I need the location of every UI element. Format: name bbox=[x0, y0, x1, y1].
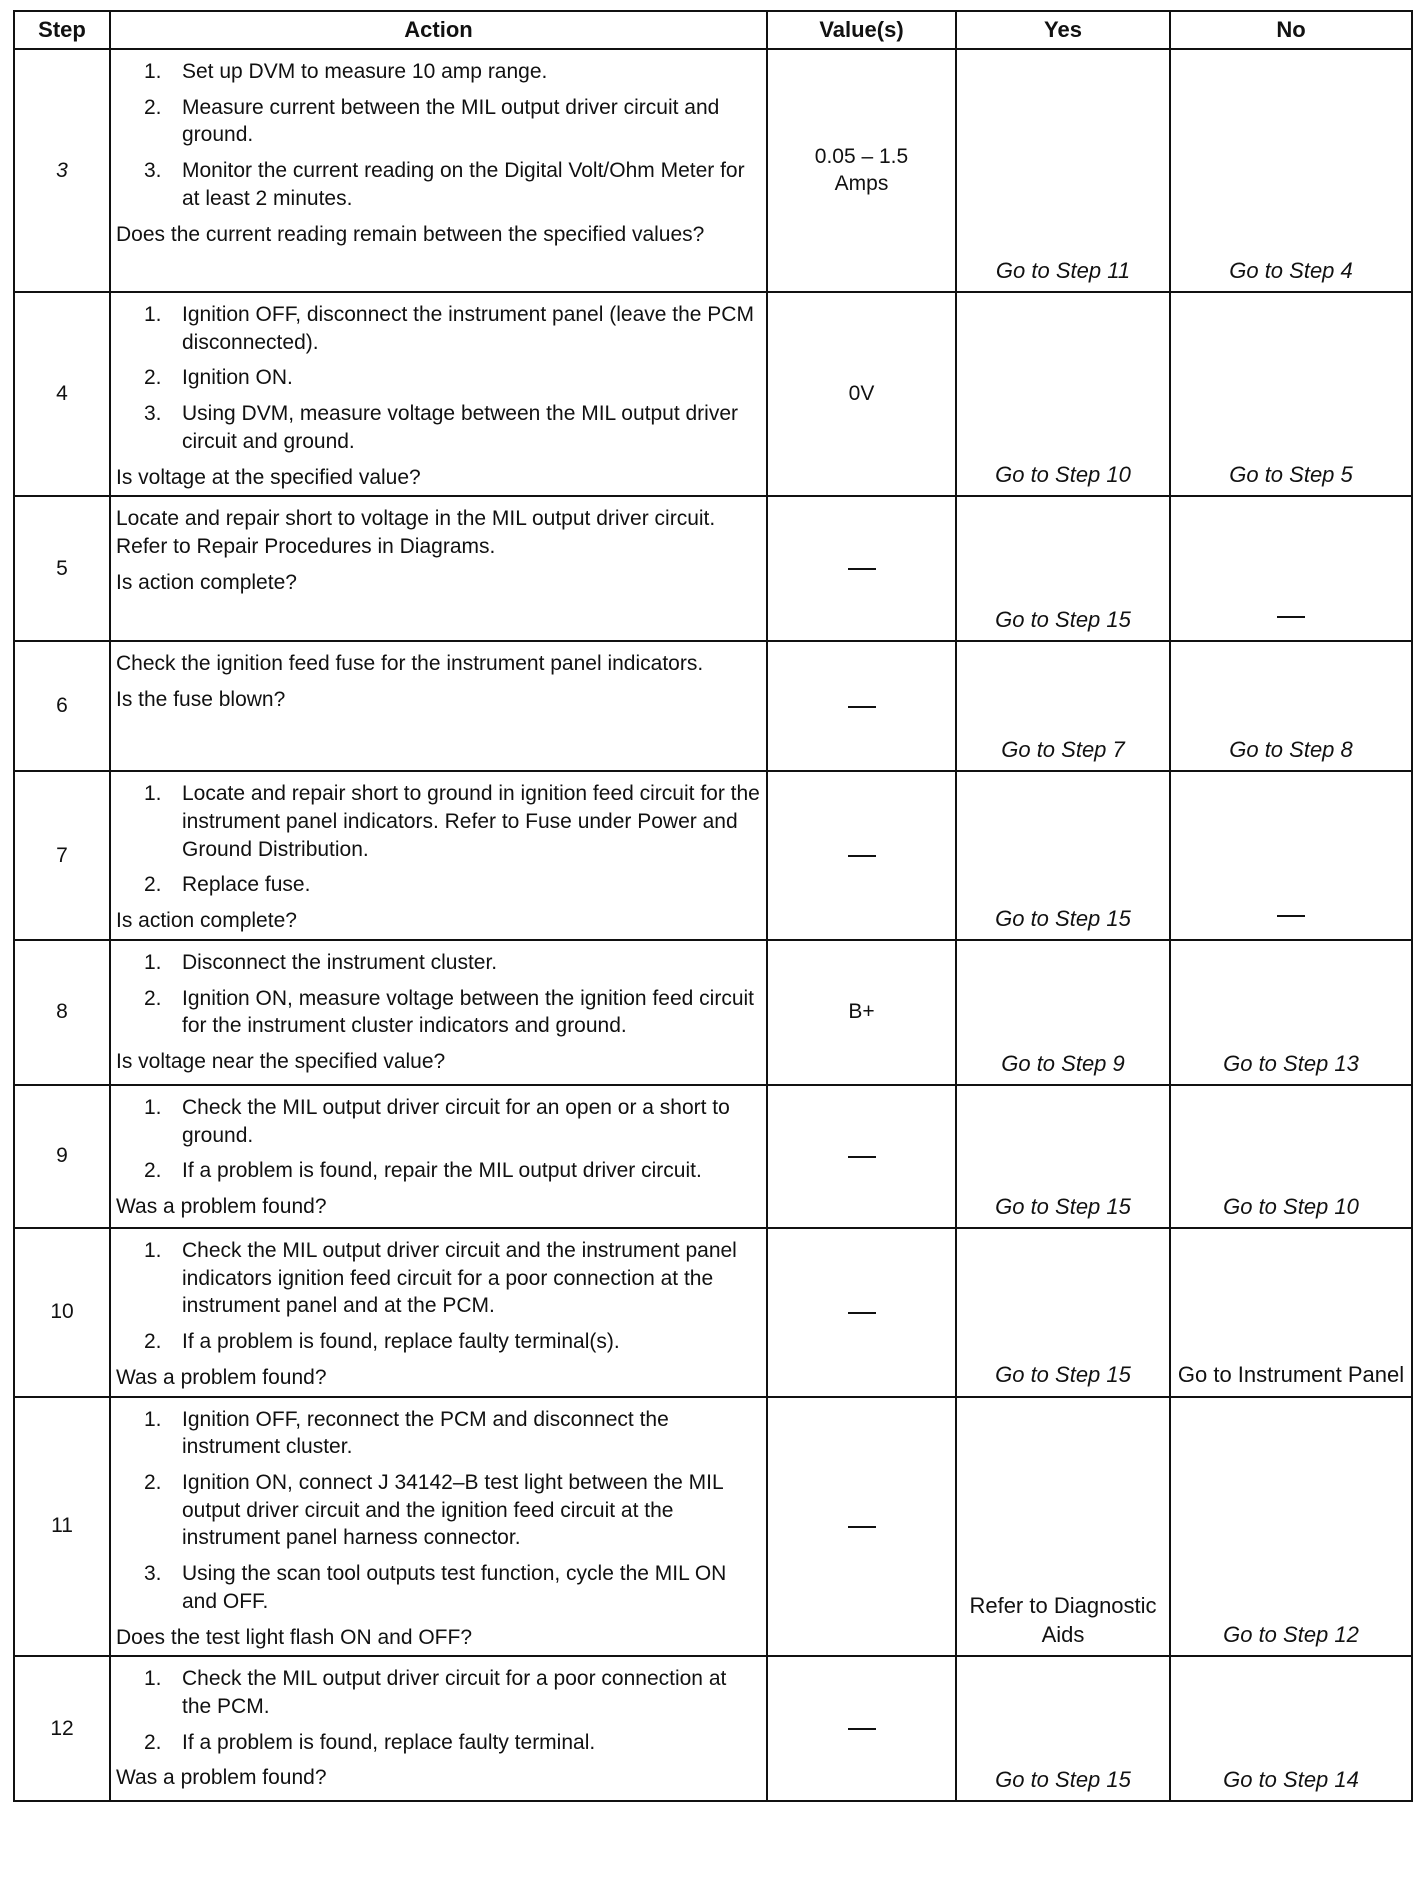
step-index: 1. bbox=[144, 60, 162, 83]
table-row bbox=[14, 1397, 1412, 1657]
action-cell bbox=[110, 940, 767, 1085]
step-text: Check the MIL output driver circuit for a poor connection at the PCM. bbox=[182, 1667, 727, 1718]
yes-cell-text: Go to Step 15 bbox=[995, 1362, 1131, 1388]
action-cell bbox=[110, 1397, 767, 1657]
action-step bbox=[116, 301, 760, 356]
action-question: Does the current reading remain between the specified values? bbox=[116, 222, 705, 246]
yes-cell bbox=[956, 1085, 1170, 1228]
action-step bbox=[116, 157, 760, 212]
step-index: 2. bbox=[144, 1330, 162, 1354]
table-row bbox=[14, 49, 1412, 292]
step-number: 11 bbox=[14, 1397, 110, 1657]
no-cell bbox=[1170, 1085, 1412, 1228]
step-index: 1. bbox=[144, 1407, 162, 1431]
yes-cell-text: Go to Step 7 bbox=[1001, 737, 1125, 763]
no-cell-text: Go to Step 12 bbox=[1223, 1622, 1359, 1648]
action-cell bbox=[110, 1656, 767, 1801]
no-cell bbox=[1170, 1397, 1412, 1657]
action-content bbox=[111, 1086, 766, 1225]
header-row bbox=[14, 11, 1412, 49]
step-index: 2. bbox=[144, 95, 162, 119]
step-index: 2. bbox=[144, 1470, 162, 1494]
value-text: B+ bbox=[848, 1000, 875, 1024]
action-text: Check the ignition feed fuse for the instrument panel indicators. bbox=[116, 652, 704, 676]
table-row bbox=[14, 641, 1412, 771]
action-step bbox=[116, 1094, 760, 1149]
action-question: Is voltage near the specified value? bbox=[116, 1050, 446, 1074]
action-step bbox=[116, 1729, 760, 1757]
step-text: Check the MIL output driver circuit and the instrument panel indicators ignition feed circuit for a poor connection at the instrument panel and at the PCM. bbox=[182, 1238, 737, 1318]
step-text: Measure current between the MIL output driver circuit and ground. bbox=[182, 95, 720, 147]
value-cell bbox=[767, 1656, 956, 1801]
no-cell bbox=[1170, 1228, 1412, 1397]
step-index: 3. bbox=[144, 1562, 162, 1586]
step-number: 8 bbox=[14, 940, 110, 1085]
table-row bbox=[14, 1656, 1412, 1801]
action-step bbox=[116, 364, 760, 392]
no-cell bbox=[1170, 496, 1412, 641]
step-number: 7 bbox=[14, 771, 110, 940]
no-cell bbox=[1170, 940, 1412, 1085]
action-content bbox=[111, 772, 766, 939]
step-text: Replace fuse. bbox=[182, 873, 311, 897]
action-step bbox=[116, 949, 760, 977]
step-text: Ignition OFF, disconnect the instrument panel (leave the PCM disconnected). bbox=[182, 303, 754, 354]
action-cell bbox=[110, 292, 767, 496]
action-content bbox=[111, 50, 766, 252]
action-cell bbox=[110, 496, 767, 641]
action-text: Locate and repair short to voltage in the MIL output driver circuit. Refer to Repair Procedures in Diagrams. bbox=[116, 507, 716, 559]
table-row bbox=[14, 771, 1412, 940]
step-index: 2. bbox=[144, 873, 162, 897]
dash-mark bbox=[1277, 915, 1305, 917]
table-row bbox=[14, 940, 1412, 1085]
dash-mark bbox=[848, 855, 876, 857]
no-cell-text: Go to Instrument Panel bbox=[1177, 1362, 1405, 1388]
action-cell bbox=[110, 771, 767, 940]
yes-cell bbox=[956, 1656, 1170, 1801]
step-text: If a problem is found, repair the MIL output driver circuit. bbox=[182, 1159, 702, 1183]
value-cell bbox=[767, 641, 956, 771]
step-number: 6 bbox=[14, 641, 110, 771]
no-cell bbox=[1170, 292, 1412, 496]
action-step bbox=[116, 1157, 760, 1185]
step-index: 2. bbox=[144, 366, 162, 390]
header-yes: Yes bbox=[956, 11, 1170, 49]
action-step bbox=[116, 1560, 760, 1615]
action-question: Was a problem found? bbox=[116, 1766, 327, 1790]
dash-mark bbox=[848, 1526, 876, 1528]
no-cell bbox=[1170, 641, 1412, 771]
step-number: 9 bbox=[14, 1085, 110, 1228]
dash-mark bbox=[848, 1728, 876, 1730]
step-text: Disconnect the instrument cluster. bbox=[182, 950, 498, 974]
step-index: 1. bbox=[144, 303, 162, 326]
no-cell-text: Go to Step 5 bbox=[1229, 462, 1353, 488]
value-cell bbox=[767, 496, 956, 641]
action-question: Is action complete? bbox=[116, 570, 297, 594]
action-question: Is the fuse blown? bbox=[116, 688, 286, 712]
step-number: 3 bbox=[14, 49, 110, 292]
action-question: Is action complete? bbox=[116, 909, 297, 933]
no-cell-text: Go to Step 10 bbox=[1223, 1193, 1359, 1219]
action-step bbox=[116, 1469, 760, 1552]
step-text: If a problem is found, replace faulty terminal(s). bbox=[182, 1330, 620, 1354]
dash-mark bbox=[848, 706, 876, 708]
step-text: Using DVM, measure voltage between the MIL output driver circuit and ground. bbox=[182, 402, 738, 453]
step-text: Ignition OFF, reconnect the PCM and disconnect the instrument cluster. bbox=[182, 1407, 669, 1459]
no-cell bbox=[1170, 1656, 1412, 1801]
yes-cell bbox=[956, 940, 1170, 1085]
action-content bbox=[111, 642, 766, 717]
yes-cell-text: Go to Step 15 bbox=[995, 1767, 1131, 1793]
yes-cell bbox=[956, 292, 1170, 496]
action-step bbox=[116, 1328, 760, 1356]
table-body bbox=[14, 49, 1412, 1801]
action-question: Is voltage at the specified value? bbox=[116, 465, 421, 489]
step-index: 1. bbox=[144, 1667, 162, 1691]
value-cell bbox=[767, 771, 956, 940]
action-content bbox=[111, 1398, 766, 1656]
value-cell bbox=[767, 1085, 956, 1228]
value-cell bbox=[767, 292, 956, 496]
dash-mark bbox=[848, 1156, 876, 1158]
no-cell-dash bbox=[1171, 900, 1411, 939]
yes-cell-text: Go to Step 9 bbox=[1001, 1050, 1125, 1076]
action-step bbox=[116, 58, 760, 86]
diagnostic-table bbox=[13, 10, 1413, 1802]
header-action: Action bbox=[110, 11, 767, 49]
step-index: 3. bbox=[144, 402, 162, 426]
action-question: Was a problem found? bbox=[116, 1195, 327, 1219]
action-cell bbox=[110, 641, 767, 771]
no-cell-dash bbox=[1171, 601, 1411, 640]
action-step bbox=[116, 1665, 760, 1720]
table-row bbox=[14, 292, 1412, 496]
action-cell bbox=[110, 49, 767, 292]
step-text: Set up DVM to measure 10 amp range. bbox=[182, 60, 548, 83]
no-cell-text: Go to Step 14 bbox=[1223, 1767, 1359, 1793]
action-content bbox=[111, 497, 766, 600]
step-index: 3. bbox=[144, 159, 162, 183]
yes-cell bbox=[956, 496, 1170, 641]
step-index: 2. bbox=[144, 1730, 162, 1754]
action-content bbox=[111, 1657, 766, 1796]
value-cell bbox=[767, 940, 956, 1085]
action-content bbox=[111, 1229, 766, 1396]
table-row bbox=[14, 496, 1412, 641]
action-cell bbox=[110, 1085, 767, 1228]
no-cell-text: Go to Step 4 bbox=[1229, 257, 1353, 283]
yes-cell-text: Go to Step 15 bbox=[995, 905, 1131, 931]
no-cell bbox=[1170, 771, 1412, 940]
header-step: Step bbox=[14, 11, 110, 49]
action-step bbox=[116, 871, 760, 899]
dash-mark bbox=[848, 1312, 876, 1314]
yes-cell-text: Refer to Diagnostic Aids bbox=[969, 1593, 1157, 1648]
header-values: Value(s) bbox=[767, 11, 956, 49]
value-cell bbox=[767, 49, 956, 292]
action-step bbox=[116, 985, 760, 1040]
step-index: 1. bbox=[144, 1095, 162, 1119]
step-index: 1. bbox=[144, 950, 162, 974]
step-number: 4 bbox=[14, 292, 110, 496]
header-no: No bbox=[1170, 11, 1412, 49]
step-index: 2. bbox=[144, 986, 162, 1010]
yes-cell bbox=[956, 1397, 1170, 1657]
action-content bbox=[111, 293, 766, 495]
dash-mark bbox=[1277, 616, 1305, 618]
action-step bbox=[116, 780, 760, 863]
step-text: Locate and repair short to ground in ignition feed circuit for the instrument panel indicators. Refer to Fuse under Power and Ground Distribution. bbox=[182, 782, 760, 861]
action-content bbox=[111, 941, 766, 1080]
step-index: 1. bbox=[144, 1238, 162, 1262]
step-number: 5 bbox=[14, 496, 110, 641]
step-text: Ignition ON, connect J 34142–B test light between the MIL output driver circuit and the ignition feed circuit at the instrument panel harness connector. bbox=[182, 1470, 723, 1550]
no-cell-text: Go to Step 8 bbox=[1229, 737, 1353, 763]
yes-cell bbox=[956, 49, 1170, 292]
table-row bbox=[14, 1228, 1412, 1397]
yes-cell-text: Go to Step 15 bbox=[995, 607, 1131, 633]
yes-cell-text: Go to Step 10 bbox=[995, 462, 1131, 488]
value-cell bbox=[767, 1228, 956, 1397]
step-text: Monitor the current reading on the Digital Volt/Ohm Meter for at least 2 minutes. bbox=[182, 159, 745, 210]
yes-cell bbox=[956, 771, 1170, 940]
action-step bbox=[116, 94, 760, 149]
step-text: Ignition ON, measure voltage between the ignition feed circuit for the instrument cluster indicators and ground. bbox=[182, 986, 754, 1038]
dash-mark bbox=[848, 568, 876, 570]
yes-cell bbox=[956, 1228, 1170, 1397]
value-cell bbox=[767, 1397, 956, 1657]
yes-cell bbox=[956, 641, 1170, 771]
no-cell-text: Go to Step 13 bbox=[1223, 1050, 1359, 1076]
value-text: 0V bbox=[848, 382, 875, 406]
action-question: Does the test light flash ON and OFF? bbox=[116, 1625, 472, 1649]
step-number: 12 bbox=[14, 1656, 110, 1801]
action-step bbox=[116, 1406, 760, 1461]
action-question: Was a problem found? bbox=[116, 1365, 327, 1389]
action-step bbox=[116, 1237, 760, 1320]
step-number: 10 bbox=[14, 1228, 110, 1397]
step-text: If a problem is found, replace faulty terminal. bbox=[182, 1730, 596, 1754]
step-index: 1. bbox=[144, 782, 162, 806]
no-cell bbox=[1170, 49, 1412, 292]
yes-cell-text: Go to Step 11 bbox=[995, 257, 1131, 283]
yes-cell-text: Go to Step 15 bbox=[995, 1193, 1131, 1219]
action-cell bbox=[110, 1228, 767, 1397]
step-text: Ignition ON. bbox=[182, 366, 293, 390]
step-text: Using the scan tool outputs test function, cycle the MIL ON and OFF. bbox=[182, 1562, 727, 1613]
step-text: Check the MIL output driver circuit for an open or a short to ground. bbox=[182, 1095, 730, 1147]
table-row bbox=[14, 1085, 1412, 1228]
action-step bbox=[116, 400, 760, 455]
value-text: 0.05 – 1.5 Amps bbox=[814, 145, 909, 195]
step-index: 2. bbox=[144, 1159, 162, 1183]
